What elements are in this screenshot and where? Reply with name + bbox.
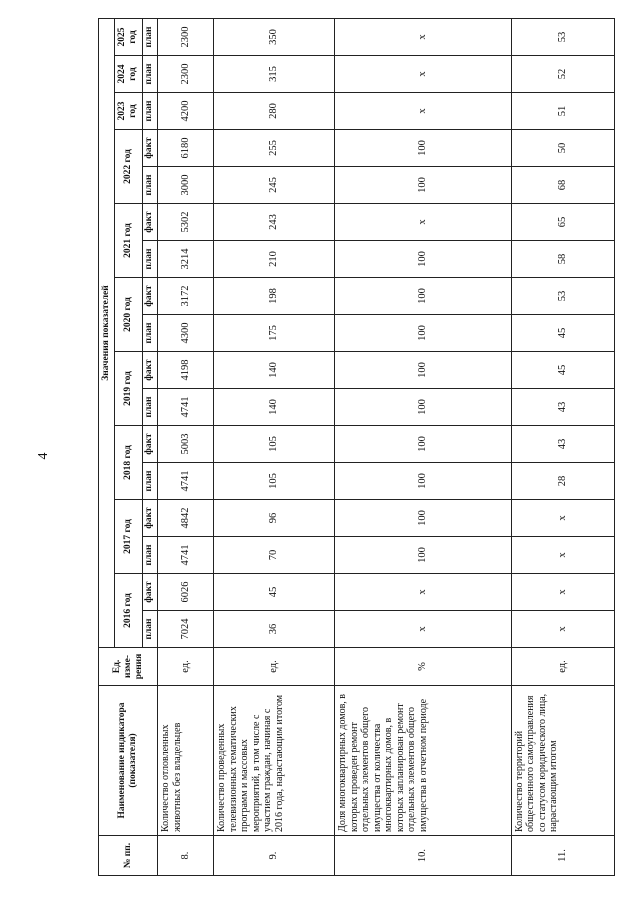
value-cell: 100 [335,130,511,167]
header-year-2018: 2018 год [114,426,142,500]
value-cell: х [335,56,511,93]
header-year-2022: 2022 год [114,130,142,204]
value-cell: х [335,574,511,611]
value-cell: 315 [214,56,335,93]
header-fact: факт [142,426,158,463]
value-cell: 45 [511,315,614,352]
value-cell: 2300 [158,18,214,55]
indicator-name: Количество проведенных телевизионных тематических программ и массовых мероприятий, в том числе с участием граждан, начиная с 2016 года, нарастающим итогом [214,686,335,836]
row-number: 11. [511,836,614,876]
value-cell: 4200 [158,93,214,130]
value-cell: 255 [214,130,335,167]
value-cell: 5003 [158,426,214,463]
value-cell: х [511,500,614,537]
indicator-name: Доля многоквартирных домов, в которых проведен ремонт отдельных элементов общего имущества от количества многоквартирных домов, в которых запланирован ремонт отдельных элементов общего имущества в отчетном периоде [335,686,511,836]
header-fact: факт [142,278,158,315]
value-cell: 140 [214,352,335,389]
value-cell: 45 [511,352,614,389]
header-fact: факт [142,204,158,241]
table-row [335,18,511,875]
value-cell: 3172 [158,278,214,315]
row-number: 8. [158,836,214,876]
header-plan: план [142,315,158,352]
unit-cell: ед. [214,648,335,686]
header-name: Наименование индикатора (показателя) [99,686,158,836]
value-cell: 43 [511,389,614,426]
header-year-2019: 2019 год [114,352,142,426]
header-year-2023: 2023 год [114,93,142,130]
value-cell: 100 [335,500,511,537]
header-year-2024: 2024 год [114,56,142,93]
value-cell: 100 [335,167,511,204]
value-cell: 96 [214,500,335,537]
value-cell: 198 [214,278,335,315]
value-cell: 243 [214,204,335,241]
value-cell: 100 [335,278,511,315]
rotated-table-container [98,26,615,876]
value-cell: 65 [511,204,614,241]
header-plan: план [142,611,158,648]
value-cell: х [335,18,511,55]
value-cell: 175 [214,315,335,352]
indicator-name: Количество территорий общественного самоуправления со статусом юридического лица, нарастающим итогом [511,686,614,836]
header-fact: факт [142,352,158,389]
unit-cell: ед. [158,648,214,686]
indicators-table [98,18,615,876]
header-year-2016: 2016 год [114,574,142,648]
header-year-2021: 2021 год [114,204,142,278]
header-year-2025: 2025 год [114,18,142,55]
value-cell: 70 [214,537,335,574]
value-cell: 100 [335,352,511,389]
value-cell: 100 [335,463,511,500]
header-plan: план [142,18,158,55]
value-cell: 4300 [158,315,214,352]
value-cell: 4741 [158,537,214,574]
value-cell: х [335,204,511,241]
header-fact: факт [142,574,158,611]
unit-cell: ед. [511,648,614,686]
value-cell: 100 [335,537,511,574]
value-cell: 51 [511,93,614,130]
value-cell: 7024 [158,611,214,648]
value-cell: х [511,537,614,574]
value-cell: 43 [511,426,614,463]
value-cell: 4741 [158,389,214,426]
header-num: № пп. [99,836,158,876]
value-cell: 4741 [158,463,214,500]
value-cell: 350 [214,18,335,55]
value-cell: 53 [511,278,614,315]
value-cell: 58 [511,241,614,278]
header-year-2017: 2017 год [114,500,142,574]
value-cell: 6026 [158,574,214,611]
table-row [214,18,335,875]
value-cell: х [335,611,511,648]
value-cell: 105 [214,426,335,463]
value-cell: х [511,611,614,648]
value-cell: х [335,93,511,130]
header-plan: план [142,537,158,574]
value-cell: 28 [511,463,614,500]
value-cell: 100 [335,315,511,352]
page-number: 4 [36,452,51,460]
row-number: 9. [214,836,335,876]
unit-cell: % [335,648,511,686]
value-cell: х [511,574,614,611]
value-cell: 4198 [158,352,214,389]
header-fact: факт [142,500,158,537]
value-cell: 52 [511,56,614,93]
header-plan: план [142,93,158,130]
value-cell: 3000 [158,167,214,204]
table-row [511,18,614,875]
value-cell: 68 [511,167,614,204]
value-cell: 100 [335,241,511,278]
value-cell: 105 [214,463,335,500]
value-cell: 5302 [158,204,214,241]
table-row [158,18,214,875]
value-cell: 45 [214,574,335,611]
header-plan: план [142,167,158,204]
header-plan: план [142,389,158,426]
header-plan: план [142,56,158,93]
header-row-1 [99,18,115,875]
value-cell: 140 [214,389,335,426]
value-cell: 245 [214,167,335,204]
value-cell: 3214 [158,241,214,278]
header-fact: факт [142,130,158,167]
header-values: Значения показателей [99,18,115,647]
value-cell: 100 [335,389,511,426]
value-cell: 2300 [158,56,214,93]
value-cell: 280 [214,93,335,130]
header-plan: план [142,463,158,500]
header-unit: Ед. изме-рения [99,648,158,686]
row-number: 10. [335,836,511,876]
indicator-name: Количество отловленных животных без владельцев [158,686,214,836]
header-plan: план [142,241,158,278]
value-cell: 100 [335,426,511,463]
value-cell: 50 [511,130,614,167]
value-cell: 53 [511,18,614,55]
value-cell: 6180 [158,130,214,167]
value-cell: 36 [214,611,335,648]
value-cell: 210 [214,241,335,278]
value-cell: 4842 [158,500,214,537]
header-year-2020: 2020 год [114,278,142,352]
